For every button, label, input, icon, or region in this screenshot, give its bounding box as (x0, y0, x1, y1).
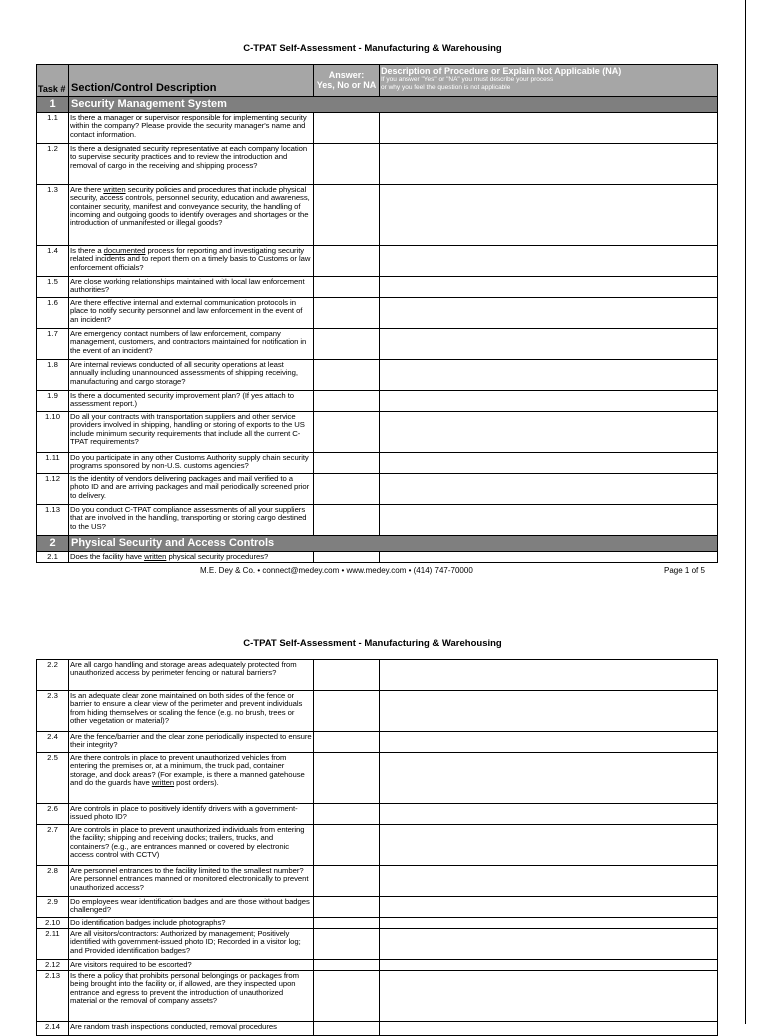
question-text: Are the fence/barrier and the clear zone periodically inspected to ensure their integrity? (69, 732, 314, 753)
table-row (37, 412, 718, 453)
task-number: 2.2 (37, 660, 69, 691)
table-row (37, 552, 718, 563)
answer-cell[interactable] (314, 691, 380, 732)
answer-cell[interactable] (314, 412, 380, 453)
table-row (37, 185, 718, 246)
table-row (37, 753, 718, 804)
page-2 (0, 590, 745, 1031)
header-desc-line1: Description of Procedure or Explain Not Applicable (NA) (381, 66, 622, 76)
table-row (37, 918, 718, 929)
table-row (37, 866, 718, 897)
description-cell[interactable] (380, 897, 718, 918)
task-number: 2.13 (37, 971, 69, 1022)
answer-cell[interactable] (314, 391, 380, 412)
description-cell[interactable] (380, 453, 718, 474)
question-text: Does the facility have written physical security procedures? (69, 552, 314, 563)
assessment-table-page-2 (36, 659, 718, 1036)
answer-cell[interactable] (314, 660, 380, 691)
description-cell[interactable] (380, 691, 718, 732)
answer-cell[interactable] (314, 298, 380, 329)
description-cell[interactable] (380, 329, 718, 360)
question-text: Do you participate in any other Customs Authority supply chain security programs sponsored by non-U.S. customs agencies? (69, 453, 314, 474)
table-row (37, 505, 718, 536)
header-answer-line1: Answer: (328, 70, 365, 80)
table-row (37, 804, 718, 825)
description-cell[interactable] (380, 113, 718, 144)
question-text: Is there a documented security improvement plan? (If yes attach to assessment report.) (69, 391, 314, 412)
description-cell[interactable] (380, 825, 718, 866)
header-desc-line3: or why you feel the question is not applicable (381, 83, 511, 91)
question-text: Are controls in place to positively identify drivers with a government-issued photo ID? (69, 804, 314, 825)
description-cell[interactable] (380, 753, 718, 804)
description-cell[interactable] (380, 732, 718, 753)
description-cell[interactable] (380, 277, 718, 298)
answer-cell[interactable] (314, 552, 380, 563)
answer-cell[interactable] (314, 897, 380, 918)
question-text: Are visitors required to be escorted? (69, 960, 314, 971)
answer-cell[interactable] (314, 825, 380, 866)
description-cell[interactable] (380, 144, 718, 185)
question-text: Are random trash inspections conducted, removal procedures (69, 1022, 314, 1036)
section-number: 1 (37, 97, 69, 113)
viewer-scroll-edge (745, 0, 746, 1024)
question-text: Do all your contracts with transportation suppliers and other service providers involved in shipping, handling or storing of exports to the US include minimum security requirements that include all the current C-TPAT requirements? (69, 412, 314, 453)
description-cell[interactable] (380, 391, 718, 412)
table-row (37, 391, 718, 412)
description-cell[interactable] (380, 804, 718, 825)
table-row (37, 474, 718, 505)
page-title: C-TPAT Self-Assessment - Manufacturing & Warehousing (243, 43, 502, 54)
section-row-2 (37, 536, 718, 552)
table-header-row (37, 65, 718, 97)
table-row (37, 298, 718, 329)
task-number: 2.8 (37, 866, 69, 897)
header-description (380, 65, 718, 97)
answer-cell[interactable] (314, 113, 380, 144)
description-cell[interactable] (380, 929, 718, 960)
table-row (37, 825, 718, 866)
question-text: Are all cargo handling and storage areas adequately protected from unauthorized access by perimeter fencing or natural barriers? (69, 660, 314, 691)
answer-cell[interactable] (314, 360, 380, 391)
table-row (37, 453, 718, 474)
question-text: Is an adequate clear zone maintained on both sides of the fence or barrier to ensure a clear view of the perimeter and prevent individuals from hiding themselves or scaling the fence (e.g. no brush, trees or other vegetation or material)? (69, 691, 314, 732)
table-row (37, 691, 718, 732)
task-number: 1.9 (37, 391, 69, 412)
table-row (37, 246, 718, 277)
table-row (37, 360, 718, 391)
table-row (37, 929, 718, 960)
answer-cell[interactable] (314, 246, 380, 277)
header-task: Task # (37, 65, 69, 97)
description-cell[interactable] (380, 246, 718, 277)
task-number: 1.7 (37, 329, 69, 360)
description-cell[interactable] (380, 474, 718, 505)
table-row (37, 732, 718, 753)
question-text: Is there a documented process for reporting and investigating security related incidents and to report them on a timely basis to Customs or law enforcement officials? (69, 246, 314, 277)
task-number: 2.4 (37, 732, 69, 753)
task-number: 2.9 (37, 897, 69, 918)
question-text: Are there written security policies and procedures that include physical security, access controls, personnel security, education and awareness, container security, manifest and conveyance security, the handling of incoming and outgoing goods to identify overages and shortages or the introduction of unmanifested or illegal goods? (69, 185, 314, 246)
answer-cell[interactable] (314, 144, 380, 185)
task-number: 1.8 (37, 360, 69, 391)
task-number: 1.6 (37, 298, 69, 329)
answer-cell[interactable] (314, 866, 380, 897)
answer-cell[interactable] (314, 960, 380, 971)
table-row (37, 1022, 718, 1036)
section-1-rows (37, 113, 718, 536)
task-number: 1.1 (37, 113, 69, 144)
section-2-rows (37, 660, 718, 1036)
description-cell[interactable] (380, 360, 718, 391)
answer-cell[interactable] (314, 1022, 380, 1036)
question-text: Are personnel entrances to the facility limited to the smallest number? Are personnel entrances manned or monitored electronically to prevent unauthorized access? (69, 866, 314, 897)
question-text: Do you conduct C-TPAT compliance assessments of all your suppliers that are involved in the handling, transporting or storing cargo destined to the US? (69, 505, 314, 536)
header-section: Section/Control Description (69, 65, 314, 97)
description-cell[interactable] (380, 552, 718, 563)
answer-cell[interactable] (314, 474, 380, 505)
section-title: Security Management System (69, 97, 718, 113)
question-text: Do employees wear identification badges and are those without badges challenged? (69, 897, 314, 918)
answer-cell[interactable] (314, 971, 380, 1022)
question-text: Are there controls in place to prevent unauthorized vehicles from entering the premises or, at a minimum, the truck pad, container storage, and dock areas? (For example, is there a manned gatehouse and do the guards have written post orders). (69, 753, 314, 804)
question-text: Are all visitors/contractors: Authorized by management; Positively identified with government-issued photo ID; Recorded in a visitor log; and Provided identification badges? (69, 929, 314, 960)
description-cell[interactable] (380, 866, 718, 897)
question-text: Are internal reviews conducted of all security operations at least annually including unannounced assessments of shipping receiving, manufacturing and cargo storage? (69, 360, 314, 391)
answer-cell[interactable] (314, 505, 380, 536)
question-text: Is the identity of vendors delivering packages and mail verified to a photo ID and are arriving packages and mail periodically screened prior to delivery. (69, 474, 314, 505)
task-number: 1.5 (37, 277, 69, 298)
answer-cell[interactable] (314, 753, 380, 804)
question-text: Is there a designated security representative at each company location to supervise security practices and to review the introduction and removal of cargo in the receiving and shipping process? (69, 144, 314, 185)
task-number: 1.3 (37, 185, 69, 246)
answer-cell[interactable] (314, 929, 380, 960)
task-number: 1.10 (37, 412, 69, 453)
answer-cell[interactable] (314, 185, 380, 246)
answer-cell[interactable] (314, 277, 380, 298)
task-number: 2.12 (37, 960, 69, 971)
question-text: Are close working relationships maintained with local law enforcement authorities? (69, 277, 314, 298)
task-number: 2.6 (37, 804, 69, 825)
description-cell[interactable] (380, 412, 718, 453)
table-row (37, 660, 718, 691)
description-cell[interactable] (380, 1022, 718, 1036)
task-number: 2.11 (37, 929, 69, 960)
task-number: 1.11 (37, 453, 69, 474)
task-number: 2.14 (37, 1022, 69, 1036)
header-answer-line2: Yes, No or NA (316, 80, 377, 90)
table-row (37, 113, 718, 144)
answer-cell[interactable] (314, 732, 380, 753)
answer-cell[interactable] (314, 804, 380, 825)
section-title: Physical Security and Access Controls (69, 536, 718, 552)
table-row (37, 329, 718, 360)
section-number: 2 (37, 536, 69, 552)
question-text: Is there a policy that prohibits personal belongings or packages from being brought into the facility or, if allowed, are they inspected upon entrance and egress to prevent the introduction of unauthorized material or the removal of company assets? (69, 971, 314, 1022)
task-number: 1.4 (37, 246, 69, 277)
description-cell[interactable] (380, 298, 718, 329)
task-number: 1.2 (37, 144, 69, 185)
question-text: Are controls in place to prevent unauthorized individuals from entering the facility; shipping and receiving docks; trailers, trucks, and containers? (e.g., are entrances manned or covered by electronic access control with CCTV) (69, 825, 314, 866)
description-cell[interactable] (380, 185, 718, 246)
answer-cell[interactable] (314, 453, 380, 474)
task-number: 1.12 (37, 474, 69, 505)
description-cell[interactable] (380, 660, 718, 691)
table-row (37, 277, 718, 298)
task-number: 2.3 (37, 691, 69, 732)
header-answer (314, 65, 380, 97)
footer-page-number: Page 1 of 5 (664, 566, 705, 575)
table-row (37, 144, 718, 185)
question-text: Is there a manager or supervisor responsible for implementing security within the company? Please provide the security manager's name and contact information. (69, 113, 314, 144)
description-cell[interactable] (380, 505, 718, 536)
answer-cell[interactable] (314, 918, 380, 929)
table-row (37, 971, 718, 1022)
description-cell[interactable] (380, 918, 718, 929)
answer-cell[interactable] (314, 329, 380, 360)
page-title: C-TPAT Self-Assessment - Manufacturing & Warehousing (243, 638, 502, 649)
footer-contact: M.E. Dey & Co. • connect@medey.com • www.medey.com • (414) 747-70000 (200, 566, 473, 575)
question-text: Are emergency contact numbers of law enforcement, company management, customers, and contractors maintained for notification in the event of an incident? (69, 329, 314, 360)
section-row-1 (37, 97, 718, 113)
question-text: Are there effective internal and external communication protocols in place to notify security personnel and law enforcement in the event of an incident? (69, 298, 314, 329)
table-row (37, 960, 718, 971)
task-number: 2.7 (37, 825, 69, 866)
question-text: Do identification badges include photographs? (69, 918, 314, 929)
task-number: 2.10 (37, 918, 69, 929)
task-number: 1.13 (37, 505, 69, 536)
task-number: 2.1 (37, 552, 69, 563)
task-number: 2.5 (37, 753, 69, 804)
assessment-table-page-1 (36, 64, 718, 563)
header-desc-line2: If you answer "Yes" or "NA" you must describe your process (381, 76, 554, 83)
table-row (37, 897, 718, 918)
description-cell[interactable] (380, 960, 718, 971)
description-cell[interactable] (380, 971, 718, 1022)
